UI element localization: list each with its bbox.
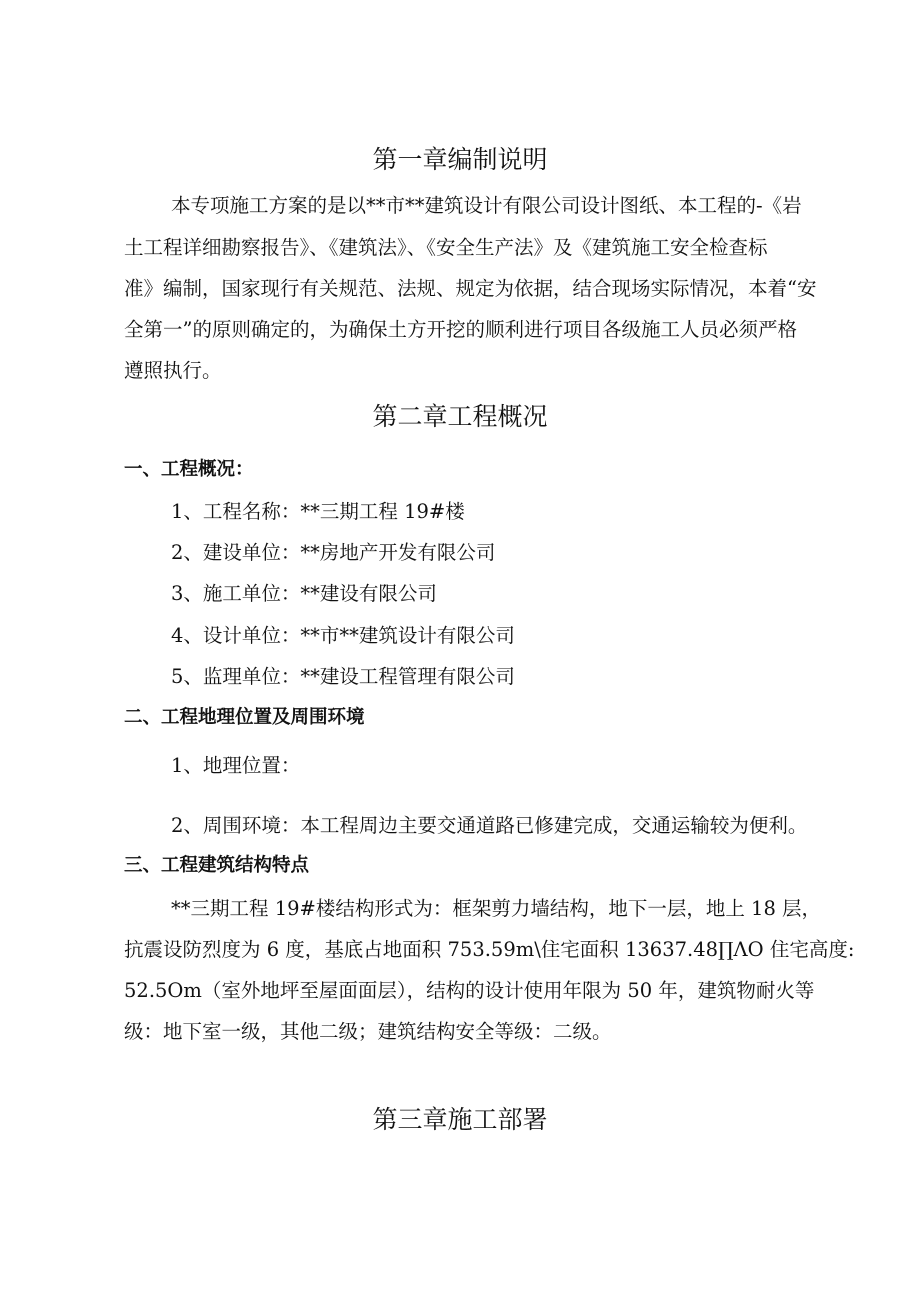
chapter-3-title: 第三章施工部署 xyxy=(372,1105,548,1134)
section-1-heading: 一、工程概况： xyxy=(124,459,254,480)
chapter-1-title: 第一章编制说明 xyxy=(372,145,548,174)
list-item: 3、施工单位：**建设有限公司 xyxy=(171,582,437,605)
list-item: 2、周围环境：本工程周边主要交通道路已修建完成，交通运输较为便利。 xyxy=(171,814,808,837)
paragraph-line: 准》编制，国家现行有关规范、法规、规定为依据，结合现场实际情况，本着“安 xyxy=(124,277,817,300)
paragraph-line: 抗震设防烈度为 6 度，基底占地面积 753.59m\住宅面积 13637.48∏ΛO 住宅高度: xyxy=(124,938,855,961)
chapter-2-title: 第二章工程概况 xyxy=(372,402,548,431)
paragraph-line: 52.5Om（室外地坪至屋面面层），结构的设计使用年限为 50 年，建筑物耐火等 xyxy=(124,979,815,1002)
list-item: 1、工程名称：**三期工程 19#楼 xyxy=(171,500,465,523)
list-item: 2、建设单位：**房地产开发有限公司 xyxy=(171,541,496,564)
paragraph-line: 土工程详细勘察报告》、《建筑法》、《安全生产法》及《建筑施工安全检查标 xyxy=(124,236,768,259)
paragraph-line: 全第一”的原则确定的，为确保土方开挖的顺利进行项目各级施工人员必须严格 xyxy=(124,318,797,341)
paragraph-line: 本专项施工方案的是以**市**建筑设计有限公司设计图纸、本工程的-《岩 xyxy=(171,194,802,217)
paragraph-line: **三期工程 19#楼结构形式为：框架剪力墙结构，地下一层，地上 18 层， xyxy=(171,897,822,920)
section-3-heading: 三、工程建筑结构特点 xyxy=(124,855,310,876)
section-2-heading: 二、工程地理位置及周围环境 xyxy=(124,707,365,728)
list-item: 5、监理单位：**建设工程管理有限公司 xyxy=(171,665,515,688)
list-item: 4、设计单位：**市**建筑设计有限公司 xyxy=(171,624,515,647)
list-item: 1、地理位置： xyxy=(171,754,301,777)
paragraph-line: 级：地下室一级，其他二级；建筑结构安全等级：二级。 xyxy=(124,1020,612,1043)
paragraph-line: 遵照执行。 xyxy=(124,359,222,382)
